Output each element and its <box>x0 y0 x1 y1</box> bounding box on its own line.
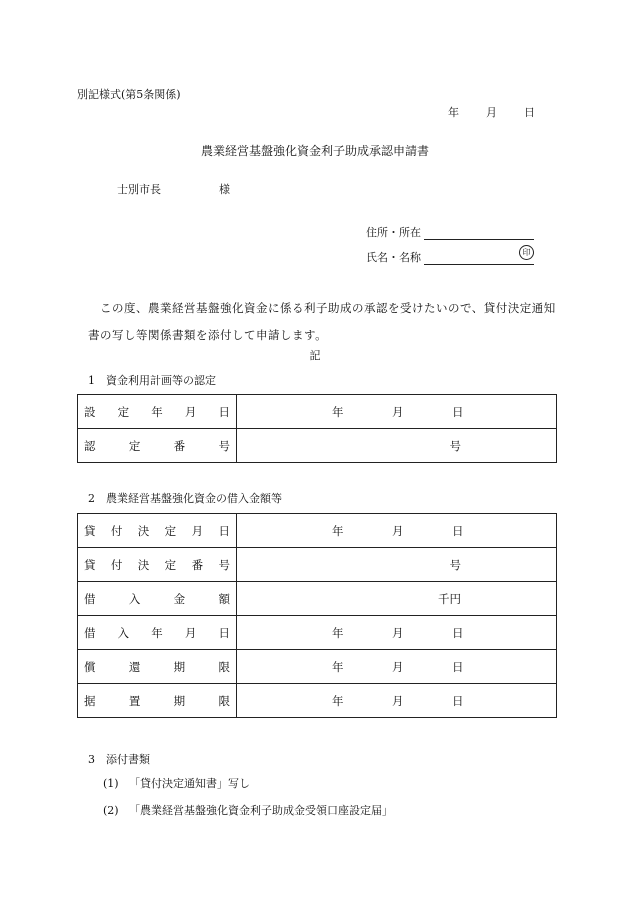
row-value-field[interactable] <box>237 514 557 548</box>
row-label <box>78 548 237 582</box>
row-label-char: 付 <box>110 557 123 572</box>
ki-marker: 記 <box>309 349 321 362</box>
row-label-char: 入 <box>128 591 141 606</box>
date-year-label: 年 <box>332 405 344 419</box>
section1-heading: 1 資金利用計画等の認定 <box>88 374 216 387</box>
table-row <box>78 514 557 548</box>
attachment-item <box>103 775 250 791</box>
attachment-text: 「貸付決定通知書」写し <box>129 777 250 790</box>
attachment-number: (1) <box>103 777 119 790</box>
row-label <box>78 684 237 718</box>
row-label <box>78 650 237 684</box>
row-label-char: 額 <box>218 591 230 606</box>
date-month-label: 月 <box>392 660 404 674</box>
addressee-name: 士別市長 <box>117 183 161 196</box>
form-label: 別記様式(第5条関係) <box>77 88 181 101</box>
value-suffix: 号 <box>449 557 461 572</box>
row-label <box>78 582 237 616</box>
address-underline <box>424 239 534 240</box>
body-text-line2: 書の写し等関係書類を添付して申請します。 <box>88 328 328 342</box>
date-year-label: 年 <box>332 694 344 708</box>
date-day-label: 日 <box>452 405 464 419</box>
row-label-char: 限 <box>218 693 230 708</box>
name-underline <box>424 264 534 265</box>
table-row <box>78 582 557 616</box>
row-label-char: 還 <box>128 659 141 674</box>
section2-heading: 2 農業経営基盤強化資金の借入金額等 <box>88 492 282 505</box>
document-title: 農業経営基盤強化資金利子助成承認申請書 <box>200 144 429 158</box>
row-value-field[interactable] <box>237 616 557 650</box>
row-label-char: 入 <box>117 625 130 640</box>
row-value-field[interactable] <box>237 395 557 429</box>
date-header-month: 月 <box>486 106 497 119</box>
row-label-char: 日 <box>218 404 230 419</box>
section3-heading: 3 添付書類 <box>88 753 150 766</box>
row-label-char: 期 <box>173 659 186 674</box>
date-header-year: 年 <box>448 106 459 119</box>
date-year-label: 年 <box>332 524 344 538</box>
addressee-honorific: 様 <box>219 183 230 196</box>
certification-table <box>77 394 557 463</box>
attachment-text: 「農業経営基盤強化資金利子助成金受領口座設定届」 <box>129 804 393 817</box>
date-year-label: 年 <box>332 660 344 674</box>
row-label-char: 定 <box>117 404 130 419</box>
date-month-label: 月 <box>392 405 404 419</box>
row-label-char: 据 <box>84 693 96 708</box>
row-label-char: 番 <box>191 557 204 572</box>
row-value-field[interactable] <box>237 429 557 463</box>
row-label-char: 借 <box>84 625 96 640</box>
row-label-char: 期 <box>173 693 186 708</box>
date-month-label: 月 <box>392 524 404 538</box>
row-label-char: 月 <box>184 404 197 419</box>
row-label-char: 号 <box>218 557 230 572</box>
row-label-char: 年 <box>151 404 163 419</box>
date-year-label: 年 <box>332 626 344 640</box>
row-label-char: 借 <box>84 591 96 606</box>
row-label-char: 定 <box>128 438 141 453</box>
row-label-char: 置 <box>128 693 141 708</box>
date-day-label: 日 <box>452 660 464 674</box>
row-label-char: 認 <box>84 438 96 453</box>
body-text <box>88 295 558 349</box>
row-label-char: 付 <box>110 523 123 538</box>
row-label-char: 番 <box>173 438 186 453</box>
row-label-char: 日 <box>218 523 230 538</box>
date-day-label: 日 <box>452 626 464 640</box>
date-header-day: 日 <box>524 106 535 119</box>
table-row <box>78 616 557 650</box>
row-label-char: 日 <box>218 625 230 640</box>
row-label-char: 決 <box>137 523 150 538</box>
date-day-label: 日 <box>452 694 464 708</box>
value-suffix: 号 <box>449 438 461 453</box>
row-label-char: 号 <box>218 438 230 453</box>
row-label <box>78 514 237 548</box>
date-month-label: 月 <box>392 626 404 640</box>
row-label-char: 金 <box>173 591 186 606</box>
row-label-char: 償 <box>84 659 96 674</box>
date-day-label: 日 <box>452 524 464 538</box>
row-value-field[interactable] <box>237 548 557 582</box>
row-label-char: 貸 <box>84 557 96 572</box>
body-text-line1: この度、農業経営基盤強化資金に係る利子助成の承認を受けたいので、貸付決定通知 <box>100 301 556 315</box>
row-value-field[interactable] <box>237 650 557 684</box>
loan-table <box>77 513 557 718</box>
address-field[interactable] <box>366 224 534 238</box>
row-label <box>78 429 237 463</box>
row-label <box>78 395 237 429</box>
row-label-char: 貸 <box>84 523 96 538</box>
address-label: 住所・所在 <box>366 226 421 239</box>
row-label-char: 月 <box>184 625 197 640</box>
seal-mark: 印 <box>519 245 534 260</box>
row-label-char: 決 <box>137 557 150 572</box>
row-label <box>78 616 237 650</box>
row-value-field[interactable] <box>237 684 557 718</box>
row-value-field[interactable] <box>237 582 557 616</box>
row-label-char: 限 <box>218 659 230 674</box>
row-label-char: 設 <box>84 404 96 419</box>
name-field[interactable] <box>366 249 534 263</box>
table-row <box>78 650 557 684</box>
row-label-char: 定 <box>164 557 177 572</box>
value-suffix: 千円 <box>438 591 461 606</box>
attachment-item <box>103 802 393 818</box>
table-row <box>78 429 557 463</box>
table-row <box>78 548 557 582</box>
table-row <box>78 395 557 429</box>
table-row <box>78 684 557 718</box>
attachment-number: (2) <box>103 804 119 817</box>
date-month-label: 月 <box>392 694 404 708</box>
row-label-char: 年 <box>151 625 163 640</box>
row-label-char: 定 <box>164 523 177 538</box>
name-label: 氏名・名称 <box>366 251 421 264</box>
row-label-char: 月 <box>191 523 204 538</box>
